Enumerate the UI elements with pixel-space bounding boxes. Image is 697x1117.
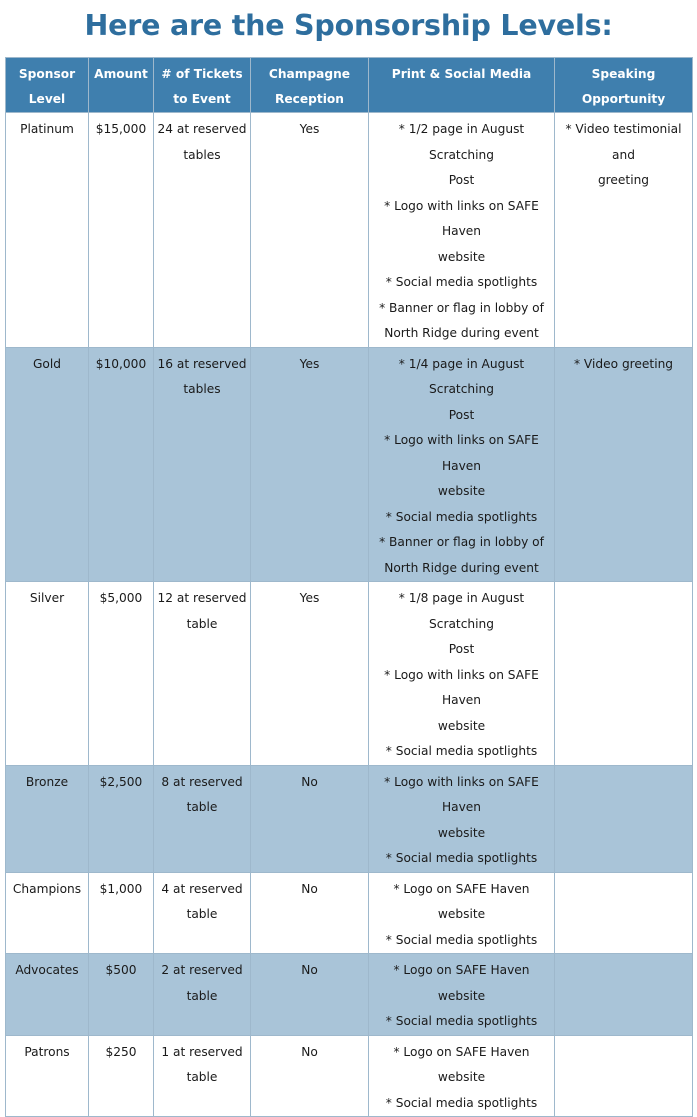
- amount-cell: [89, 765, 154, 872]
- sponsor-level-cell: [6, 954, 89, 1036]
- sponsor-level-cell: [6, 872, 89, 954]
- table-row: [6, 113, 693, 348]
- cell-text-line: 1 at reserved: [161, 1044, 243, 1059]
- cell-text-line: tables: [183, 147, 221, 162]
- print-social-media-cell: [369, 113, 555, 348]
- cell-text-line: website: [437, 718, 486, 733]
- cell-text: Bronze: [25, 774, 69, 789]
- cell-text-line: * Logo with links on SAFE Haven: [384, 198, 539, 238]
- cell-text-line: * Logo on SAFE Haven website: [393, 963, 530, 1003]
- amount-cell: [89, 1035, 154, 1117]
- amount-cell: [89, 954, 154, 1036]
- header-sponsor-level: [6, 58, 89, 113]
- header-label-line: Champagne: [268, 67, 351, 81]
- cell-text: Yes: [299, 122, 320, 136]
- cell-text-line: * Social media spotlights: [385, 509, 538, 524]
- cell-text-line: website: [437, 484, 486, 498]
- cell-text: $250: [105, 1044, 137, 1059]
- header-tickets: [154, 58, 251, 113]
- tickets-cell: [154, 347, 251, 582]
- cell-text-line: * Social media spotlights: [385, 851, 538, 865]
- cell-text: Yes: [299, 356, 320, 371]
- cell-text-line: * Logo with links on SAFE Haven: [384, 667, 539, 707]
- cell-text-line: * 1/8 page in August Scratching: [398, 591, 525, 631]
- champagne-reception-cell: [251, 954, 369, 1036]
- speaking-opportunity-cell: [555, 1035, 693, 1117]
- cell-text-line: * Logo on SAFE Haven website: [393, 881, 530, 921]
- cell-text-line: * Social media spotlights: [385, 1095, 538, 1110]
- sponsor-level-cell: [6, 347, 89, 582]
- cell-text-line: table: [186, 988, 218, 1003]
- table-row: [6, 872, 693, 954]
- speaking-opportunity-cell: [555, 872, 693, 954]
- header-label-line: # of Tickets: [161, 67, 243, 81]
- speaking-opportunity-cell: [555, 582, 693, 766]
- cell-text-line: 24 at reserved: [157, 122, 247, 136]
- cell-text: Champions: [12, 881, 82, 896]
- cell-text-line: 2 at reserved: [161, 963, 243, 977]
- cell-text-line: table: [186, 616, 218, 631]
- cell-text-line: * Logo on SAFE Haven website: [393, 1044, 530, 1084]
- amount-cell: [89, 347, 154, 582]
- cell-text-line: * Social media spotlights: [385, 932, 538, 947]
- sponsor-level-cell: [6, 113, 89, 348]
- table-header-row: [6, 58, 693, 113]
- print-social-media-cell: [369, 954, 555, 1036]
- cell-text: $1,000: [99, 881, 143, 896]
- cell-text-line: * Social media spotlights: [385, 744, 538, 758]
- print-social-media-cell: [369, 872, 555, 954]
- tickets-cell: [154, 954, 251, 1036]
- cell-text: No: [301, 963, 318, 977]
- cell-text: $10,000: [95, 356, 147, 371]
- cell-text-line: table: [186, 800, 218, 814]
- amount-cell: [89, 582, 154, 766]
- amount-cell: [89, 113, 154, 348]
- print-social-media-cell: [369, 347, 555, 582]
- cell-text-line: North Ridge during event: [384, 560, 539, 575]
- cell-text-line: * Logo with links on SAFE Haven: [384, 433, 539, 473]
- cell-text: Advocates: [15, 963, 79, 977]
- header-label-line: Sponsor: [18, 67, 76, 81]
- cell-text: Platinum: [20, 122, 74, 136]
- table-row: [6, 954, 693, 1036]
- table-body: [6, 113, 693, 1117]
- cell-text-line: Post: [448, 173, 475, 187]
- cell-text-line: 16 at reserved: [157, 356, 247, 371]
- cell-text-line: * Video testimonial and: [565, 122, 682, 162]
- champagne-reception-cell: [251, 1035, 369, 1117]
- sponsor-level-cell: [6, 765, 89, 872]
- table-row: [6, 347, 693, 582]
- header-label-line: Print & Social Media: [391, 67, 532, 81]
- cell-text: Patrons: [24, 1044, 70, 1059]
- header-label-line: Level: [28, 92, 66, 106]
- header-label-line: to Event: [173, 92, 231, 106]
- header-label-line: Reception: [275, 92, 344, 106]
- cell-text: $5,000: [99, 591, 143, 605]
- cell-text-line: 4 at reserved: [161, 881, 243, 896]
- cell-text: No: [301, 881, 318, 896]
- speaking-opportunity-cell: [555, 765, 693, 872]
- champagne-reception-cell: [251, 113, 369, 348]
- header-label-line: Speaking: [591, 67, 656, 81]
- cell-text-line: * Banner or flag in lobby of: [379, 300, 544, 315]
- tickets-cell: [154, 113, 251, 348]
- cell-text: $2,500: [99, 774, 143, 789]
- cell-text-line: table: [186, 1070, 218, 1084]
- print-social-media-cell: [369, 765, 555, 872]
- cell-text-line: * Social media spotlights: [385, 1014, 538, 1028]
- print-social-media-cell: [369, 1035, 555, 1117]
- print-social-media-cell: [369, 582, 555, 766]
- cell-text-line: website: [437, 825, 486, 840]
- header-champagne-reception: [251, 58, 369, 113]
- cell-text-line: greeting: [597, 173, 650, 187]
- champagne-reception-cell: [251, 347, 369, 582]
- cell-text: Yes: [299, 591, 320, 605]
- table-row: [6, 1035, 693, 1117]
- cell-text: $15,000: [95, 122, 147, 136]
- champagne-reception-cell: [251, 582, 369, 766]
- cell-text: $500: [105, 963, 137, 977]
- cell-text-line: table: [186, 907, 218, 921]
- cell-text-line: tables: [183, 382, 221, 396]
- champagne-reception-cell: [251, 872, 369, 954]
- cell-text-line: * Banner or flag in lobby of: [379, 535, 544, 549]
- cell-text: Gold: [32, 356, 62, 371]
- cell-text-line: Post: [448, 642, 475, 656]
- tickets-cell: [154, 765, 251, 872]
- sponsor-level-cell: [6, 1035, 89, 1117]
- cell-text-line: * Video greeting: [573, 356, 674, 371]
- page-title: Here are the Sponsorship Levels:: [84, 9, 613, 42]
- table-row: [6, 582, 693, 766]
- cell-text: No: [301, 774, 318, 789]
- speaking-opportunity-cell: [555, 113, 693, 348]
- cell-text-line: * Social media spotlights: [385, 275, 538, 289]
- cell-text-line: Post: [448, 407, 475, 422]
- header-label-line: Opportunity: [581, 92, 666, 106]
- sponsor-level-cell: [6, 582, 89, 766]
- sponsorship-table: [5, 57, 693, 1117]
- cell-text-line: website: [437, 249, 486, 264]
- header-speaking-opportunity: [555, 58, 693, 113]
- cell-text: No: [301, 1044, 318, 1059]
- cell-text-line: * 1/4 page in August Scratching: [398, 356, 525, 396]
- tickets-cell: [154, 582, 251, 766]
- header-amount: [89, 58, 154, 113]
- cell-text-line: 12 at reserved: [157, 591, 247, 605]
- cell-text: Silver: [29, 591, 65, 605]
- header-label-line: Amount: [94, 67, 148, 81]
- amount-cell: [89, 872, 154, 954]
- cell-text-line: 8 at reserved: [161, 774, 243, 789]
- speaking-opportunity-cell: [555, 347, 693, 582]
- cell-text-line: North Ridge during event: [384, 326, 539, 340]
- header-print-social-media: [369, 58, 555, 113]
- table-row: [6, 765, 693, 872]
- champagne-reception-cell: [251, 765, 369, 872]
- cell-text-line: * Logo with links on SAFE Haven: [384, 774, 539, 814]
- tickets-cell: [154, 872, 251, 954]
- speaking-opportunity-cell: [555, 954, 693, 1036]
- tickets-cell: [154, 1035, 251, 1117]
- cell-text-line: * 1/2 page in August Scratching: [398, 122, 525, 162]
